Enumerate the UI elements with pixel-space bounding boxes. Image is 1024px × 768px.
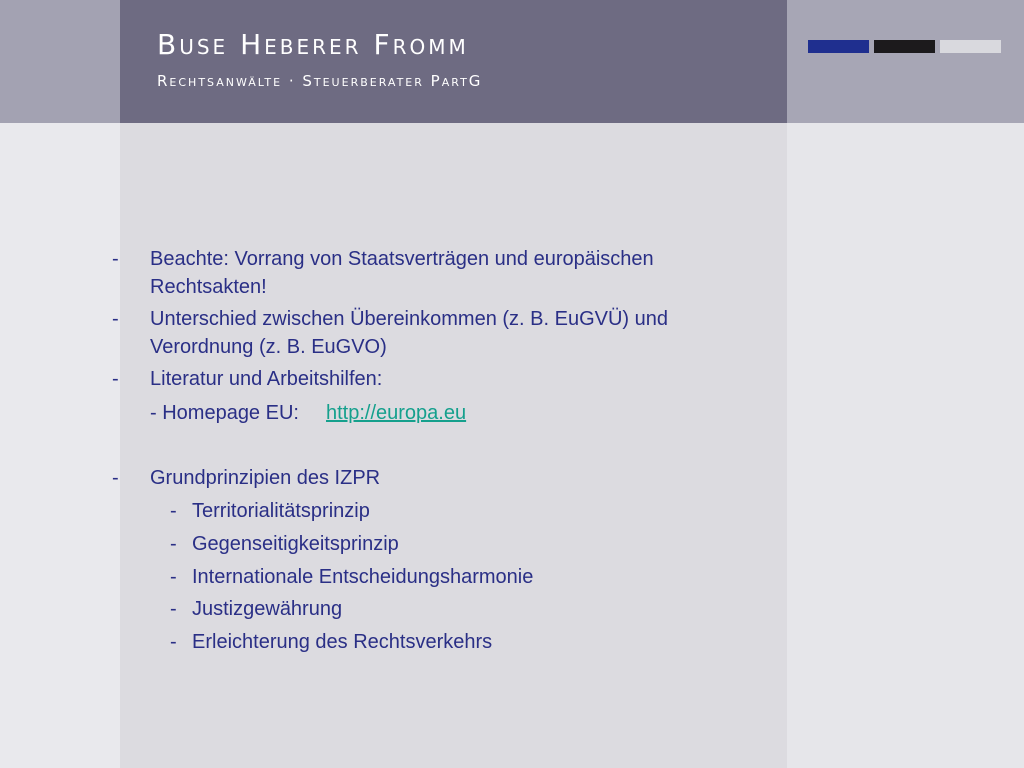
principle-text: Justizgewährung — [192, 598, 343, 620]
sub-bullet-dash: - — [170, 500, 177, 522]
item2-text-line2: Verordnung (z. B. EuGVO) — [150, 336, 387, 358]
principle-text: Erleichterung des Rechtsverkehrs — [192, 631, 493, 653]
europa-link[interactable]: http://europa.eu — [326, 402, 467, 424]
principle-text: Territorialitätsprinzip — [192, 500, 370, 522]
principle-text: Gegenseitigkeitsprinzip — [192, 533, 399, 555]
item2-text-line1: Unterschied zwischen Übereinkommen (z. B. EuGVÜ) und — [150, 308, 668, 330]
bullet-dash: - — [112, 308, 119, 330]
list-item-text — [150, 245, 770, 273]
principle-text: Internationale Entscheidungsharmonie — [192, 566, 534, 588]
bullet-dash: - — [112, 467, 119, 489]
firm-subtitle: Rechtsanwälte · Steuerberater PartG — [157, 72, 483, 90]
item4-text: Grundprinzipien des IZPR — [150, 467, 381, 489]
bullet-dash: - — [112, 368, 119, 390]
sub-bullet-dash: - — [170, 533, 177, 555]
homepage-label: - Homepage EU: — [150, 402, 299, 424]
sub-bullet-dash: - — [170, 598, 177, 620]
bullet-dash: - — [112, 248, 119, 270]
beachte-label: Beachte — [150, 248, 224, 270]
sub-bullet-dash: - — [170, 566, 177, 588]
item1-text-line1: : Vorrang von Staatsverträgen und europäischen — [223, 248, 654, 270]
item1-text-line2: Rechtsakten! — [150, 276, 267, 298]
sub-bullet-dash: - — [170, 631, 177, 653]
firm-name: Buse Heberer Fromm — [157, 28, 469, 61]
item3-text: Literatur und Arbeitshilfen: — [150, 368, 383, 390]
